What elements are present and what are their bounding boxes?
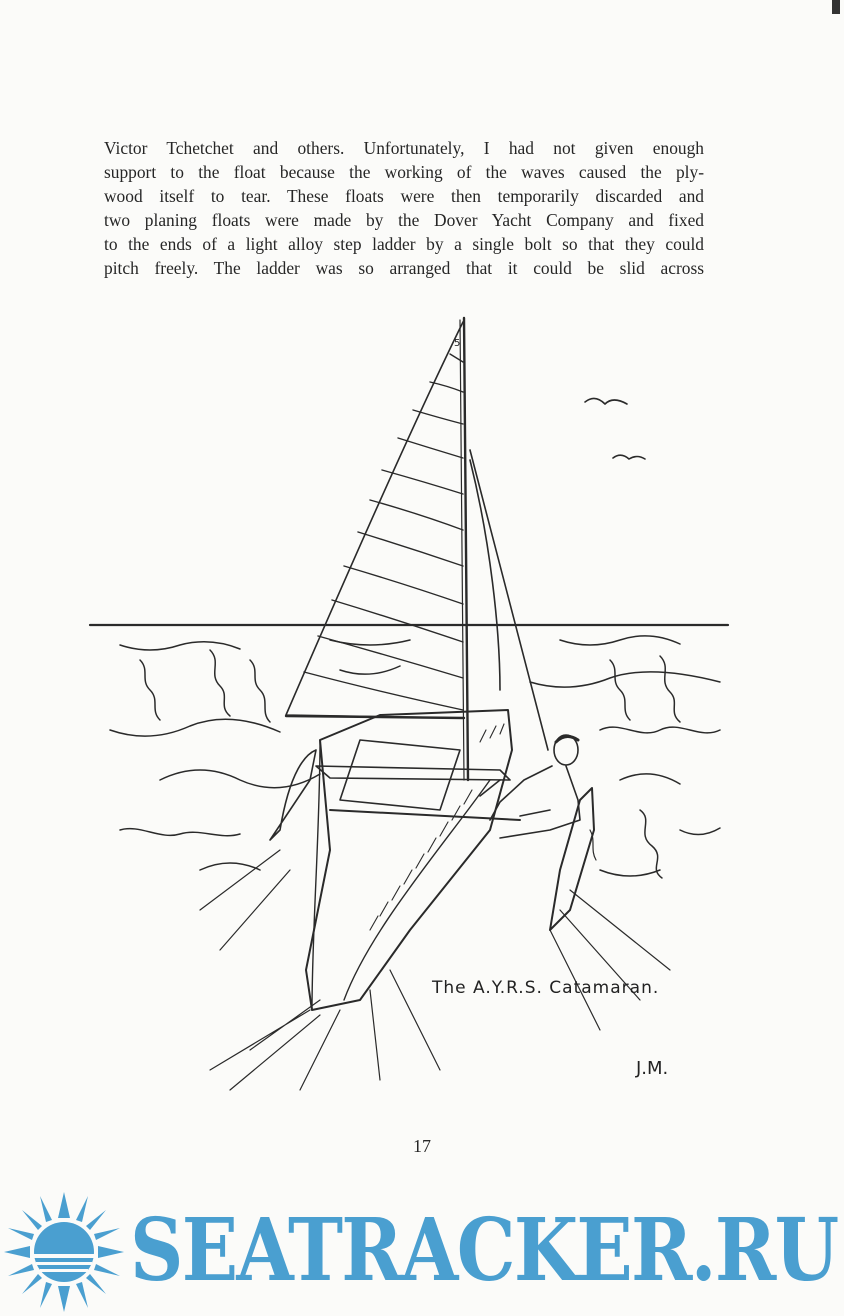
main-sail: [286, 322, 464, 718]
body-paragraph: [104, 136, 704, 280]
illustration-caption: The A.Y.R.S. Catamaran.: [432, 978, 660, 998]
water-waves: [110, 636, 720, 878]
paragraph-line: wood itself to tear. These floats were then temporarily discarded and: [104, 186, 704, 206]
paragraph-line: support to the float because the working of the waves caused the ply-: [104, 162, 704, 182]
boat-wake: [200, 850, 670, 1090]
sail-number: 5: [454, 338, 461, 349]
paragraph-line: Victor Tchetchet and others. Unfortunately, I had not given enough: [104, 138, 704, 158]
artist-signature: J.M.: [636, 1058, 669, 1079]
paragraph-line: pitch freely. The ladder was so arranged that it could be slid across: [104, 258, 704, 278]
sail-stripes: [304, 354, 463, 710]
crossbeam: [316, 766, 510, 780]
deck-platform: [340, 740, 460, 810]
paragraph-line: to the ends of a light alloy step ladder by a single bolt so that they could: [104, 234, 704, 254]
page-number: 17: [413, 1136, 431, 1156]
forestay: [470, 450, 548, 750]
sun-rays-icon: [4, 1192, 124, 1312]
bird-icon: [585, 398, 627, 404]
hull-shading: [370, 724, 504, 930]
left-float: [270, 750, 316, 840]
bird-icon: [613, 455, 645, 459]
sailor-figure: [480, 735, 580, 838]
paragraph-line: two planing floats were made by the Dover Yacht Company and fixed: [104, 210, 704, 230]
watermark-text: SEATRACKER.RU: [130, 1200, 838, 1301]
page-edge-mark: [832, 0, 840, 14]
right-float: [550, 788, 594, 930]
catamaran-hull: [306, 710, 512, 1010]
jib-sheet: [470, 460, 500, 690]
